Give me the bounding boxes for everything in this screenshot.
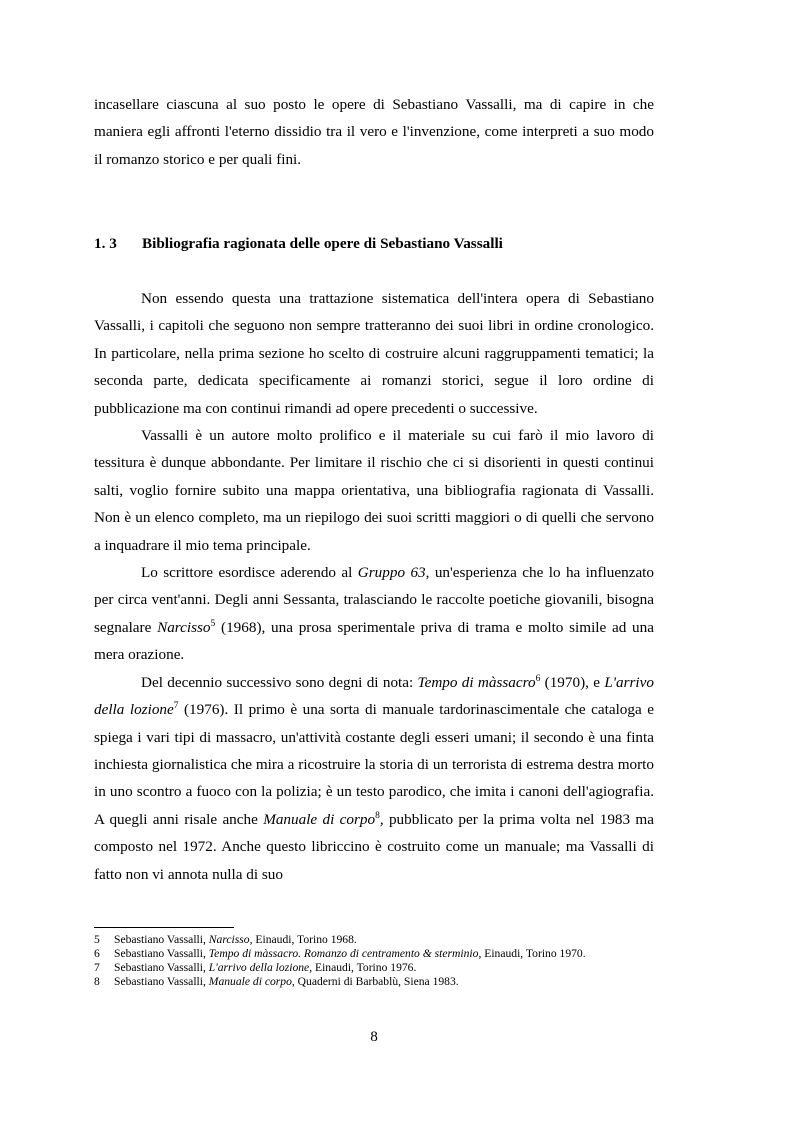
p3-text-e: (1968), una prosa sperimentale priva di trama e molto simile ad una mera orazione. xyxy=(94,618,654,664)
p4-text-c: (1970), e xyxy=(540,673,605,691)
footnotes xyxy=(94,933,654,989)
footnote-ref-8[interactable]: 8 xyxy=(375,810,380,821)
footnote-text xyxy=(114,933,654,947)
section-body xyxy=(94,285,654,888)
footnote-text xyxy=(114,961,654,975)
footnote-6 xyxy=(94,947,654,961)
page-number: 8 xyxy=(370,1028,378,1045)
footnote-publisher: , Einaudi, Torino 1970. xyxy=(478,947,586,960)
p3-gruppo-63: Gruppo 63 xyxy=(357,564,426,582)
p3-text-c: , un'esperienza che lo ha influenzato per circa vent'anni. Degli anni Sessanta, tralasciando le raccolte poetiche giovanili, bisogna segnalare xyxy=(94,564,654,636)
p4-arrivo-della-lozione-title: L'arrivo della lozione xyxy=(94,673,654,719)
footnote-8 xyxy=(94,975,654,989)
footnote-publisher: , Quaderni di Barbablù, Siena 1983. xyxy=(291,975,459,988)
footnote-text xyxy=(114,975,654,989)
footnote-author: Sebastiano Vassalli, xyxy=(114,947,209,960)
footnote-title: Manuale di corpo xyxy=(208,975,292,988)
footnote-number: 8 xyxy=(94,975,100,988)
footnote-number: 5 xyxy=(94,933,100,946)
section-title: Bibliografia ragionata delle opere di Sebastiano Vassalli xyxy=(142,235,503,252)
p4-manuale-di-corpo-title: Manuale di corpo xyxy=(263,810,376,828)
section-heading xyxy=(94,230,654,257)
footnote-5 xyxy=(94,933,654,947)
footnote-author: Sebastiano Vassalli, xyxy=(114,961,209,974)
paragraph-4 xyxy=(94,669,654,888)
footnote-author: Sebastiano Vassalli, xyxy=(114,975,209,988)
footnote-separator xyxy=(94,927,234,928)
footnote-title: Narcisso xyxy=(208,933,250,946)
section-number: 1. 3 xyxy=(94,235,117,252)
footnote-title: Tempo di màssacro. Romanzo di centramento & sterminio xyxy=(208,947,479,960)
footnote-author: Sebastiano Vassalli, xyxy=(114,933,209,946)
p4-text-a: Del decennio successivo sono degni di nota: xyxy=(141,673,418,691)
footnote-publisher: , Einaudi, Torino 1968. xyxy=(249,933,357,946)
footnote-ref-6[interactable]: 6 xyxy=(535,673,541,684)
footnote-title: L'arrivo della lozione xyxy=(208,961,310,974)
footnote-publisher: , Einaudi, Torino 1976. xyxy=(309,961,417,974)
intro-paragraph-text: incasellare ciascuna al suo posto le opere di Sebastiano Vassalli, ma di capire in che maniera egli affronti l'eterno dissidio tra il vero e l'invenzione, come interpreti a suo modo il romanzo storico e per quali fini. xyxy=(94,96,654,168)
footnote-number: 6 xyxy=(94,947,100,960)
footnote-number: 7 xyxy=(94,961,100,974)
p4-text-e: (1976). Il primo è una sorta di manuale tardorinascimentale che cataloga e spiega i vari tipi di massacro, un'attività costante degli esseri umani; il secondo è una finta inchiesta giornalistica che mira a ricostruire la storia di un terrorista di estrema destra morto in uno scontro a fuoco con la polizia; è un testo parodico, che imita i canoni dell'agiografia. A quegli anni risale anche xyxy=(94,701,654,828)
p3-narcisso-title: Narcisso xyxy=(157,618,211,636)
paragraph-2: Vassalli è un autore molto prolifico e il materiale su cui farò il mio lavoro di tessitura è dunque abbondante. Per limitare il rischio che ci si disorienti in questi continui salti, voglio fornire subito una mappa orientativa, una bibliografia ragionata di Vassalli. Non è un elenco completo, ma un riepilogo dei suoi scritti maggiori o di quelli che servono a inquadrare il mio tema principale. xyxy=(94,427,654,554)
paragraph-1: Non essendo questa una trattazione sistematica dell'intera opera di Sebastiano Vassalli, i capitoli che seguono non sempre tratteranno dei suoi libri in ordine cronologico. In particolare, nella prima sezione ho scelto di costruire alcuni raggruppamenti tematici; la seconda parte, dedicata specificamente ai romanzi storici, segue il loro ordine di pubblicazione ma con continui rimandi ad opere precedenti o successive. xyxy=(94,290,654,417)
paragraph-3 xyxy=(94,559,654,669)
footnote-text xyxy=(114,947,654,961)
footnote-ref-7[interactable]: 7 xyxy=(173,701,179,712)
p4-text-g: pubblicato per la prima volta nel 1983 ma composto nel 1972. Anche questo libriccino è costruito come un manuale; ma Vassalli di fatto non vi annota nulla di suo xyxy=(94,810,654,883)
p4-comma: , xyxy=(379,810,384,828)
p3-text-a: Lo scrittore esordisce aderendo al xyxy=(141,564,358,582)
footnote-ref-5[interactable]: 5 xyxy=(210,618,216,629)
intro-paragraph xyxy=(94,91,654,173)
p4-tempo-di-massacro-title: Tempo di màssacro xyxy=(417,673,536,691)
footnote-7 xyxy=(94,961,654,975)
